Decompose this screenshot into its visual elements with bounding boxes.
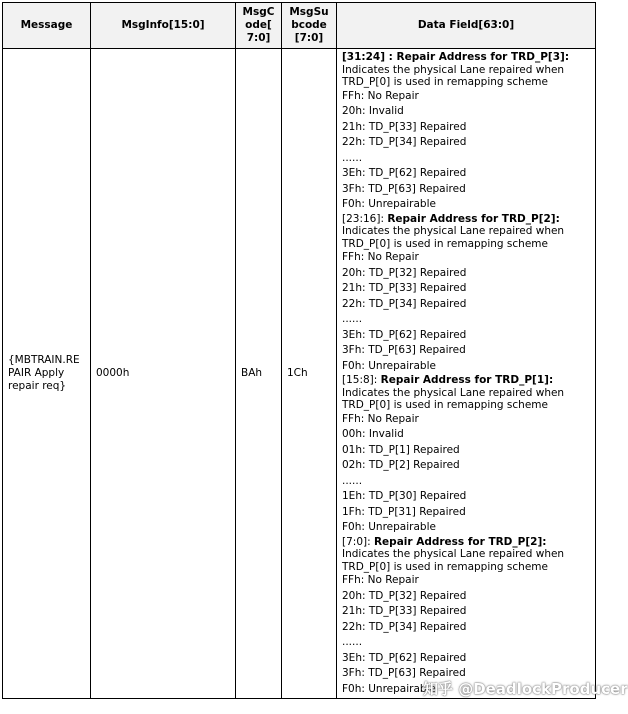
message-spec-table (2, 2, 596, 699)
field-section (342, 51, 591, 213)
header-message: Message (3, 3, 91, 49)
bit-range: [15:8]: (342, 374, 381, 386)
field-section-header (342, 536, 591, 574)
encoding-line: F0h: Unrepairable (342, 682, 436, 695)
header-msginfo: MsgInfo[15:0] (91, 3, 236, 49)
encoding-line: ...... (342, 313, 363, 325)
encoding-line: 20h: Invalid (342, 105, 404, 117)
encoding-line: 20h: TD_P[32] Repaired (342, 266, 467, 279)
bit-range: [7:0]: (342, 535, 374, 548)
cell-datafield (337, 49, 596, 699)
encoding-line: 3Fh: TD_P[63] Repaired (342, 182, 466, 195)
field-section (342, 213, 591, 375)
encoding-line: 00h: Invalid (342, 428, 404, 440)
data-field-sections (342, 51, 591, 697)
cell-msginfo: 0000h (91, 49, 236, 699)
encoding-line: 21h: TD_P[33] Repaired (342, 120, 467, 133)
encoding-line: ...... (342, 151, 363, 164)
encoding-line: ...... (342, 636, 363, 648)
field-section (342, 374, 591, 536)
encoding-line: FFh: No Repair (342, 574, 419, 586)
table-row (3, 49, 596, 699)
encoding-line: FFh: No Repair (342, 89, 419, 102)
bit-range: [23:16]: (342, 212, 388, 225)
bit-range: [31:24] : (342, 51, 397, 63)
encoding-line: 1Eh: TD_P[30] Repaired (342, 490, 467, 502)
header-msgsubcode: MsgSu bcode [7:0] (282, 3, 337, 49)
encoding-line: FFh: No Repair (342, 412, 419, 425)
header-msgcode: MsgC ode[ 7:0] (236, 3, 282, 49)
field-title: Repair Address for TRD_P[2]: (387, 212, 560, 225)
cell-msgcode: BAh (236, 49, 282, 699)
encoding-line: 3Eh: TD_P[62] Repaired (342, 167, 467, 179)
encoding-line: 22h: TD_P[34] Repaired (342, 620, 467, 633)
encoding-line: 20h: TD_P[32] Repaired (342, 589, 467, 602)
encoding-line: F0h: Unrepairable (342, 198, 436, 210)
field-description: Indicates the physical Lane repaired when TRD_P[0] is used in remapping scheme (342, 63, 565, 88)
encoding-line: 22h: TD_P[34] Repaired (342, 297, 467, 310)
encoding-line: FFh: No Repair (342, 251, 419, 263)
field-section-header (342, 51, 591, 89)
field-title: Repair Address for TRD_P[2]: (373, 535, 547, 548)
field-section (342, 536, 591, 698)
encoding-line: 3Eh: TD_P[62] Repaired (342, 328, 467, 341)
field-description: Indicates the physical Lane repaired when TRD_P[0] is used in remapping scheme (342, 386, 565, 411)
watermark: 知乎 @DeadlockProducer (423, 680, 628, 698)
field-description: Indicates the physical Lane repaired when TRD_P[0] is used in remapping scheme (342, 548, 565, 573)
header-row (3, 3, 596, 49)
field-description: Indicates the physical Lane repaired when TRD_P[0] is used in remapping scheme (342, 225, 565, 250)
encoding-line: 3Fh: TD_P[63] Repaired (342, 344, 466, 356)
encoding-line: 3Fh: TD_P[63] Repaired (342, 667, 466, 679)
encoding-line: ...... (342, 474, 363, 487)
encoding-line: 02h: TD_P[2] Repaired (342, 459, 460, 471)
encoding-line: 01h: TD_P[1] Repaired (342, 443, 460, 456)
encoding-line: 22h: TD_P[34] Repaired (342, 136, 467, 148)
cell-msgsubcode: 1Ch (282, 49, 337, 699)
encoding-line: 3Eh: TD_P[62] Repaired (342, 651, 467, 664)
encoding-line: 1Fh: TD_P[31] Repaired (342, 505, 466, 518)
field-title: Repair Address for TRD_P[3]: (396, 51, 570, 63)
encoding-line: F0h: Unrepairable (342, 359, 436, 372)
field-section-header (342, 374, 591, 412)
field-title: Repair Address for TRD_P[1]: (380, 374, 554, 386)
cell-message: {MBTRAIN.RE PAIR Apply repair req} (3, 49, 91, 699)
encoding-line: 21h: TD_P[33] Repaired (342, 605, 467, 617)
field-section-header (342, 213, 591, 251)
encoding-line: F0h: Unrepairable (342, 521, 436, 533)
header-datafield: Data Field[63:0] (337, 3, 596, 49)
encoding-line: 21h: TD_P[33] Repaired (342, 282, 467, 294)
